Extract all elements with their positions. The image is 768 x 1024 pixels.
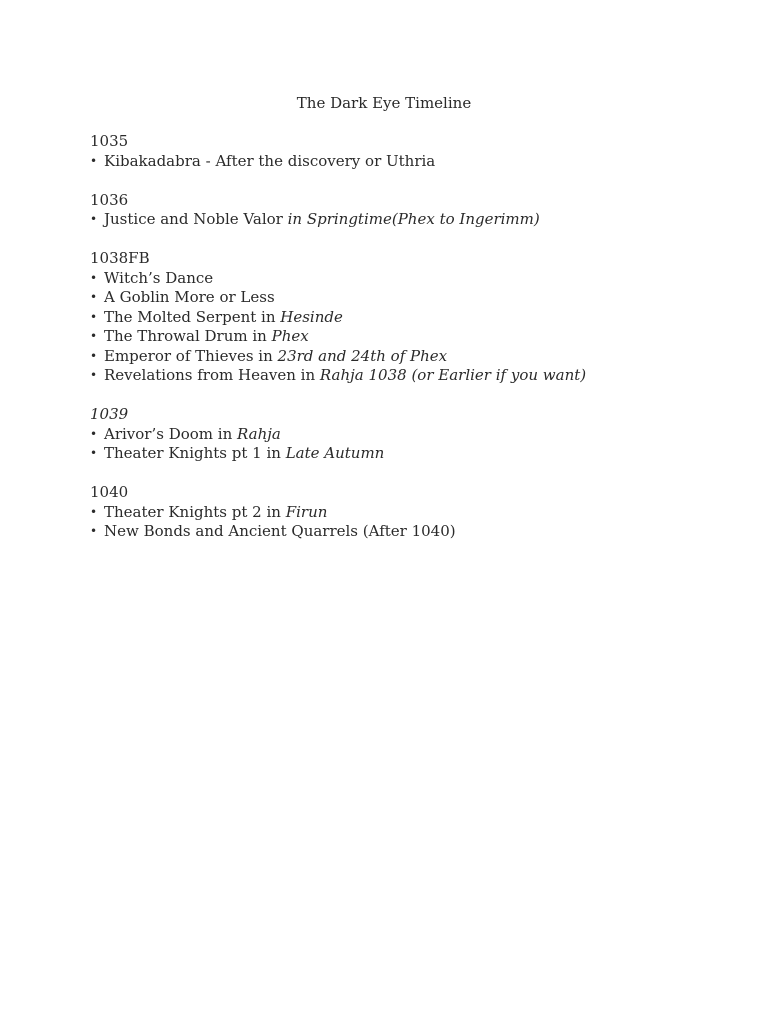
list-item	[90, 308, 730, 328]
section-year: 1039	[90, 405, 129, 423]
list-item	[90, 503, 730, 523]
item-text: The Throwal Drum in	[104, 327, 272, 345]
item-italic-text: in Springtime(Phex to Ingerimm)	[287, 210, 540, 228]
list-item	[90, 347, 730, 367]
item-text: New Bonds and Ancient Quarrels (After 1040)	[104, 522, 456, 540]
item-text: Justice and Noble Valor	[104, 210, 288, 228]
item-italic-text: Phex	[271, 327, 309, 345]
timeline-content	[90, 132, 730, 561]
item-text: The Molted Serpent in	[104, 307, 281, 326]
list-item	[90, 152, 730, 172]
list-item	[90, 425, 730, 445]
item-italic-text: Firun	[285, 502, 328, 521]
section-item-list	[90, 152, 730, 172]
timeline-section-1038fb	[90, 249, 730, 386]
bullet-icon: •	[90, 368, 98, 382]
item-text: Theater Knights pt 2 in	[104, 502, 286, 521]
list-item	[90, 444, 730, 464]
item-text: A Goblin More or Less	[104, 288, 275, 306]
section-year: 1036	[90, 190, 129, 209]
list-item	[90, 522, 730, 542]
list-item	[90, 288, 730, 308]
bullet-icon: •	[90, 309, 98, 324]
bullet-icon: •	[90, 524, 98, 538]
item-text: Witch’s Dance	[104, 268, 214, 287]
item-text: Theater Knights pt 1 in	[104, 444, 286, 462]
bullet-icon: •	[90, 348, 98, 363]
bullet-icon: •	[90, 426, 98, 441]
document-title: The Dark Eye Timeline	[296, 94, 472, 112]
list-item	[90, 210, 730, 230]
item-text: Kibakadabra - After the discovery or Uthria	[104, 151, 436, 170]
bullet-icon: •	[90, 290, 98, 304]
bullet-icon: •	[90, 270, 98, 285]
timeline-section-1035	[90, 132, 730, 171]
bullet-icon: •	[90, 212, 98, 226]
section-year: 1038FB	[90, 249, 150, 267]
bullet-icon: •	[90, 446, 98, 460]
section-item-list	[90, 269, 730, 386]
item-italic-text: Rahja	[237, 424, 281, 443]
item-italic-text: Rahja 1038 (or Earlier if you want)	[319, 366, 587, 384]
bullet-icon: •	[90, 504, 98, 519]
section-item-list	[90, 210, 730, 230]
timeline-section-1036	[90, 191, 730, 230]
item-text: Arivor’s Doom in	[104, 424, 238, 443]
list-item	[90, 269, 730, 289]
bullet-icon: •	[90, 329, 98, 343]
list-item	[90, 366, 730, 386]
section-year: 1040	[90, 483, 129, 501]
item-italic-text: 23rd and 24th of Phex	[277, 346, 448, 365]
section-year: 1035	[90, 132, 129, 150]
item-text: Revelations from Heaven in	[104, 366, 320, 384]
list-item	[90, 327, 730, 347]
bullet-icon: •	[90, 153, 98, 168]
item-italic-text: Late Autumn	[285, 444, 385, 462]
item-italic-text: Hesinde	[280, 307, 343, 326]
timeline-section-1040	[90, 483, 730, 542]
section-item-list	[90, 503, 730, 542]
item-text: Emperor of Thieves in	[104, 346, 278, 365]
timeline-section-1039	[90, 405, 730, 464]
section-item-list	[90, 425, 730, 464]
